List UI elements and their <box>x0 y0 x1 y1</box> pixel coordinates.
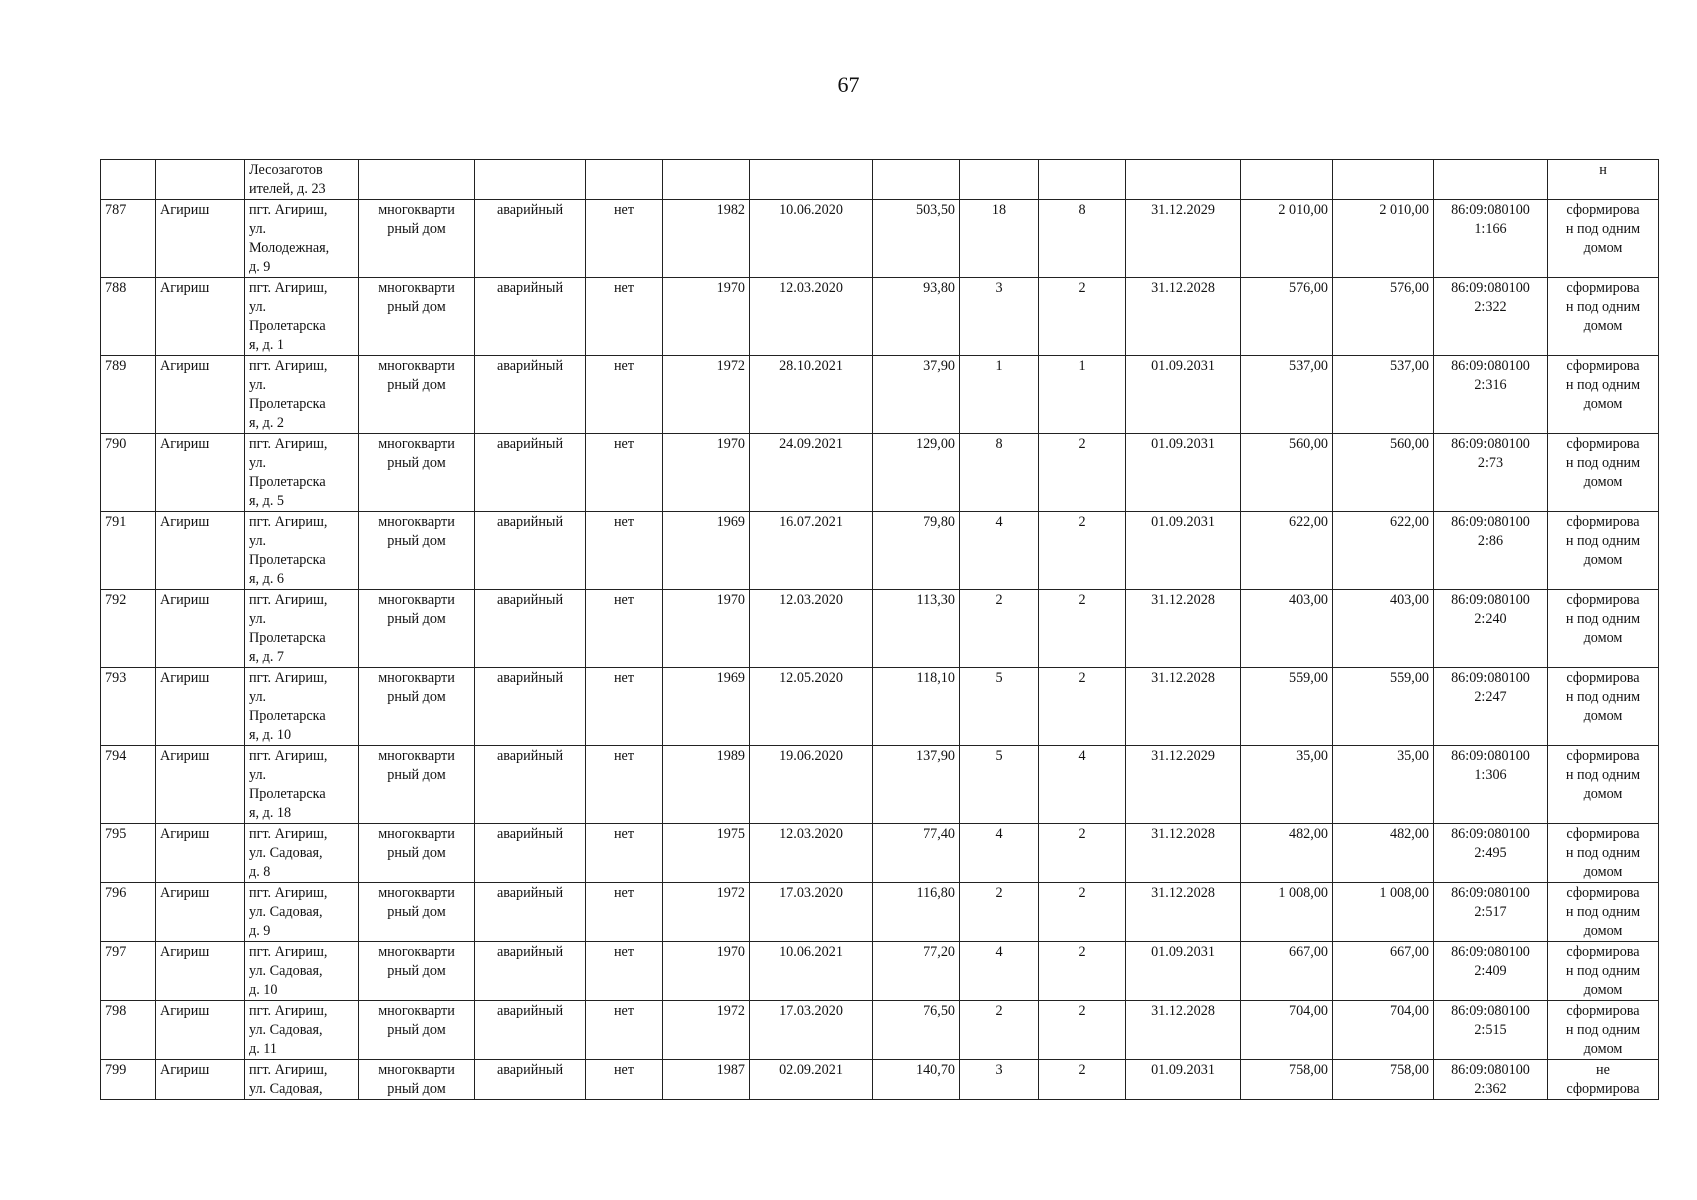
cell-people: 2 <box>1039 883 1126 942</box>
cell-people: 2 <box>1039 942 1126 1001</box>
cell-area: 140,70 <box>873 1060 960 1100</box>
cell-area: 113,30 <box>873 590 960 668</box>
cell-address: пгт. Агириш, ул. Пролетарска я, д. 7 <box>245 590 359 668</box>
cell-cadastral: 86:09:080100 2:73 <box>1434 434 1548 512</box>
cell-area: 129,00 <box>873 434 960 512</box>
cell-num: 799 <box>101 1060 156 1100</box>
cell-city: Агириш <box>156 356 245 434</box>
cell-num: 788 <box>101 278 156 356</box>
cell-date: 02.09.2021 <box>750 1060 873 1100</box>
cell-status: сформирова н под одним домом <box>1548 824 1659 883</box>
cell-people: 4 <box>1039 746 1126 824</box>
cell-status: не сформирова <box>1548 1060 1659 1100</box>
cell-deadline: 31.12.2028 <box>1126 883 1241 942</box>
cell-num: 797 <box>101 942 156 1001</box>
cell-city: Агириш <box>156 1060 245 1100</box>
cell-status: сформирова н под одним домом <box>1548 200 1659 278</box>
cell-date: 12.03.2020 <box>750 590 873 668</box>
cell-num: 787 <box>101 200 156 278</box>
cell-cost1: 2 010,00 <box>1241 200 1333 278</box>
cell-deadline <box>1126 160 1241 200</box>
cell-cost2: 482,00 <box>1333 824 1434 883</box>
cell-rooms: 3 <box>960 278 1039 356</box>
cell-city <box>156 160 245 200</box>
cell-state: аварийный <box>475 942 586 1001</box>
cell-cost2: 35,00 <box>1333 746 1434 824</box>
cell-status: сформирова н под одним домом <box>1548 278 1659 356</box>
table-row <box>101 746 1659 824</box>
cell-cadastral: 86:09:080100 2:240 <box>1434 590 1548 668</box>
cell-address: пгт. Агириш, ул. Садовая, д. 9 <box>245 883 359 942</box>
cell-rooms: 3 <box>960 1060 1039 1100</box>
cell-people: 2 <box>1039 824 1126 883</box>
cell-num: 789 <box>101 356 156 434</box>
cell-flag: нет <box>586 590 663 668</box>
cell-cost2: 758,00 <box>1333 1060 1434 1100</box>
cell-date: 12.05.2020 <box>750 668 873 746</box>
cell-city: Агириш <box>156 590 245 668</box>
cell-type: многокварти рный дом <box>359 883 475 942</box>
cell-area: 77,40 <box>873 824 960 883</box>
cell-state: аварийный <box>475 824 586 883</box>
cell-city: Агириш <box>156 1001 245 1060</box>
table-row <box>101 590 1659 668</box>
table-row <box>101 356 1659 434</box>
cell-type: многокварти рный дом <box>359 434 475 512</box>
cell-cadastral <box>1434 160 1548 200</box>
cell-state: аварийный <box>475 590 586 668</box>
cell-state: аварийный <box>475 356 586 434</box>
cell-type: многокварти рный дом <box>359 278 475 356</box>
cell-deadline: 31.12.2028 <box>1126 668 1241 746</box>
cell-flag: нет <box>586 746 663 824</box>
cell-num: 794 <box>101 746 156 824</box>
cell-cadastral: 86:09:080100 2:495 <box>1434 824 1548 883</box>
cell-date <box>750 160 873 200</box>
cell-type: многокварти рный дом <box>359 1001 475 1060</box>
cell-type: многокварти рный дом <box>359 512 475 590</box>
cell-year: 1987 <box>663 1060 750 1100</box>
cell-status: сформирова н под одним домом <box>1548 942 1659 1001</box>
cell-num: 792 <box>101 590 156 668</box>
cell-date: 28.10.2021 <box>750 356 873 434</box>
cell-deadline: 31.12.2028 <box>1126 824 1241 883</box>
cell-cost2: 403,00 <box>1333 590 1434 668</box>
table-row <box>101 668 1659 746</box>
cell-year: 1970 <box>663 278 750 356</box>
cell-type: многокварти рный дом <box>359 746 475 824</box>
cell-year: 1972 <box>663 356 750 434</box>
cell-deadline: 01.09.2031 <box>1126 512 1241 590</box>
cell-status: сформирова н под одним домом <box>1548 356 1659 434</box>
cell-num: 791 <box>101 512 156 590</box>
cell-address: пгт. Агириш, ул. Пролетарска я, д. 2 <box>245 356 359 434</box>
cell-people: 2 <box>1039 590 1126 668</box>
cell-cost2 <box>1333 160 1434 200</box>
cell-flag: нет <box>586 1001 663 1060</box>
cell-type <box>359 160 475 200</box>
cell-deadline: 31.12.2029 <box>1126 746 1241 824</box>
cell-year: 1989 <box>663 746 750 824</box>
cell-cost2: 560,00 <box>1333 434 1434 512</box>
table-row <box>101 200 1659 278</box>
cell-cadastral: 86:09:080100 2:316 <box>1434 356 1548 434</box>
cell-deadline: 01.09.2031 <box>1126 1060 1241 1100</box>
table-row <box>101 512 1659 590</box>
cell-address: пгт. Агириш, ул. Пролетарска я, д. 5 <box>245 434 359 512</box>
cell-address: пгт. Агириш, ул. Садовая, д. 8 <box>245 824 359 883</box>
cell-flag <box>586 160 663 200</box>
cell-state: аварийный <box>475 668 586 746</box>
cell-cost2: 622,00 <box>1333 512 1434 590</box>
cell-date: 17.03.2020 <box>750 883 873 942</box>
cell-area: 503,50 <box>873 200 960 278</box>
cell-address: пгт. Агириш, ул. Пролетарска я, д. 18 <box>245 746 359 824</box>
cell-date: 16.07.2021 <box>750 512 873 590</box>
cell-people: 8 <box>1039 200 1126 278</box>
cell-area: 116,80 <box>873 883 960 942</box>
table-row-continuation <box>101 160 1659 200</box>
cell-deadline: 01.09.2031 <box>1126 434 1241 512</box>
cell-rooms: 8 <box>960 434 1039 512</box>
cell-area: 79,80 <box>873 512 960 590</box>
cell-date: 10.06.2020 <box>750 200 873 278</box>
cell-year: 1972 <box>663 883 750 942</box>
cell-address: пгт. Агириш, ул. Садовая, д. 10 <box>245 942 359 1001</box>
cell-deadline: 31.12.2028 <box>1126 590 1241 668</box>
cell-type: многокварти рный дом <box>359 356 475 434</box>
cell-date: 17.03.2020 <box>750 1001 873 1060</box>
cell-flag: нет <box>586 356 663 434</box>
cell-num: 798 <box>101 1001 156 1060</box>
cell-date: 12.03.2020 <box>750 824 873 883</box>
cell-flag: нет <box>586 942 663 1001</box>
cell-flag: нет <box>586 668 663 746</box>
cell-cost2: 559,00 <box>1333 668 1434 746</box>
table-body <box>101 160 1659 1100</box>
cell-type: многокварти рный дом <box>359 590 475 668</box>
cell-flag: нет <box>586 434 663 512</box>
cell-deadline: 01.09.2031 <box>1126 356 1241 434</box>
cell-cadastral: 86:09:080100 1:306 <box>1434 746 1548 824</box>
cell-rooms: 4 <box>960 512 1039 590</box>
cell-date: 10.06.2021 <box>750 942 873 1001</box>
cell-status: сформирова н под одним домом <box>1548 1001 1659 1060</box>
cell-cost1: 1 008,00 <box>1241 883 1333 942</box>
cell-people: 2 <box>1039 512 1126 590</box>
cell-rooms: 2 <box>960 590 1039 668</box>
cell-cost2: 704,00 <box>1333 1001 1434 1060</box>
cell-people: 1 <box>1039 356 1126 434</box>
cell-state: аварийный <box>475 746 586 824</box>
cell-cadastral: 86:09:080100 2:409 <box>1434 942 1548 1001</box>
cell-state: аварийный <box>475 1060 586 1100</box>
cell-cadastral: 86:09:080100 1:166 <box>1434 200 1548 278</box>
cell-rooms: 5 <box>960 746 1039 824</box>
cell-year: 1969 <box>663 668 750 746</box>
cell-cadastral: 86:09:080100 2:247 <box>1434 668 1548 746</box>
table-row <box>101 278 1659 356</box>
cell-num: 790 <box>101 434 156 512</box>
cell-rooms: 4 <box>960 942 1039 1001</box>
cell-num <box>101 160 156 200</box>
cell-rooms: 5 <box>960 668 1039 746</box>
cell-city: Агириш <box>156 200 245 278</box>
page-number: 67 <box>837 72 860 97</box>
cell-address: пгт. Агириш, ул. Пролетарска я, д. 6 <box>245 512 359 590</box>
cell-people: 2 <box>1039 1001 1126 1060</box>
cell-cost1: 482,00 <box>1241 824 1333 883</box>
cell-num: 796 <box>101 883 156 942</box>
cell-cadastral: 86:09:080100 2:322 <box>1434 278 1548 356</box>
cell-cost1: 559,00 <box>1241 668 1333 746</box>
cell-address: Лесозаготов ителей, д. 23 <box>245 160 359 200</box>
cell-city: Агириш <box>156 512 245 590</box>
cell-type: многокварти рный дом <box>359 200 475 278</box>
cell-flag: нет <box>586 883 663 942</box>
cell-rooms: 2 <box>960 1001 1039 1060</box>
cell-area: 118,10 <box>873 668 960 746</box>
cell-city: Агириш <box>156 434 245 512</box>
cell-year: 1982 <box>663 200 750 278</box>
cell-people: 2 <box>1039 1060 1126 1100</box>
table-row <box>101 824 1659 883</box>
table-row <box>101 883 1659 942</box>
cell-status: сформирова н под одним домом <box>1548 590 1659 668</box>
cell-area: 37,90 <box>873 356 960 434</box>
cell-area: 77,20 <box>873 942 960 1001</box>
cell-city: Агириш <box>156 942 245 1001</box>
cell-cost2: 1 008,00 <box>1333 883 1434 942</box>
cell-year: 1970 <box>663 590 750 668</box>
cell-status: сформирова н под одним домом <box>1548 883 1659 942</box>
cell-people: 2 <box>1039 668 1126 746</box>
cell-num: 795 <box>101 824 156 883</box>
cell-cadastral: 86:09:080100 2:517 <box>1434 883 1548 942</box>
cell-area: 93,80 <box>873 278 960 356</box>
cell-rooms: 18 <box>960 200 1039 278</box>
cell-date: 24.09.2021 <box>750 434 873 512</box>
cell-rooms <box>960 160 1039 200</box>
cell-deadline: 31.12.2028 <box>1126 1001 1241 1060</box>
cell-city: Агириш <box>156 668 245 746</box>
cell-state <box>475 160 586 200</box>
cell-rooms: 1 <box>960 356 1039 434</box>
cell-state: аварийный <box>475 1001 586 1060</box>
cell-status: сформирова н под одним домом <box>1548 512 1659 590</box>
cell-rooms: 2 <box>960 883 1039 942</box>
cell-status: сформирова н под одним домом <box>1548 668 1659 746</box>
cell-status: сформирова н под одним домом <box>1548 746 1659 824</box>
cell-cadastral: 86:09:080100 2:362 <box>1434 1060 1548 1100</box>
cell-city: Агириш <box>156 883 245 942</box>
cell-type: многокварти рный дом <box>359 824 475 883</box>
table-row <box>101 434 1659 512</box>
cell-rooms: 4 <box>960 824 1039 883</box>
cell-cost1: 537,00 <box>1241 356 1333 434</box>
cell-flag: нет <box>586 278 663 356</box>
cell-year: 1975 <box>663 824 750 883</box>
cell-status: сформирова н под одним домом <box>1548 434 1659 512</box>
cell-cost1: 576,00 <box>1241 278 1333 356</box>
cell-flag: нет <box>586 824 663 883</box>
cell-cost1: 667,00 <box>1241 942 1333 1001</box>
cell-year: 1969 <box>663 512 750 590</box>
cell-cost2: 576,00 <box>1333 278 1434 356</box>
cell-cost1: 758,00 <box>1241 1060 1333 1100</box>
cell-people: 2 <box>1039 278 1126 356</box>
cell-type: многокварти рный дом <box>359 1060 475 1100</box>
cell-address: пгт. Агириш, ул. Садовая, <box>245 1060 359 1100</box>
cell-flag: нет <box>586 1060 663 1100</box>
cell-state: аварийный <box>475 200 586 278</box>
cell-num: 793 <box>101 668 156 746</box>
cell-cost1: 35,00 <box>1241 746 1333 824</box>
cell-area <box>873 160 960 200</box>
cell-address: пгт. Агириш, ул. Пролетарска я, д. 1 <box>245 278 359 356</box>
cell-deadline: 31.12.2028 <box>1126 278 1241 356</box>
cell-year <box>663 160 750 200</box>
cell-cost2: 667,00 <box>1333 942 1434 1001</box>
housing-registry-table <box>100 159 1659 1100</box>
cell-address: пгт. Агириш, ул. Садовая, д. 11 <box>245 1001 359 1060</box>
cell-cadastral: 86:09:080100 2:515 <box>1434 1001 1548 1060</box>
cell-state: аварийный <box>475 512 586 590</box>
cell-cost2: 537,00 <box>1333 356 1434 434</box>
cell-city: Агириш <box>156 746 245 824</box>
cell-state: аварийный <box>475 278 586 356</box>
cell-cost1 <box>1241 160 1333 200</box>
cell-cost1: 403,00 <box>1241 590 1333 668</box>
table-row <box>101 1060 1659 1100</box>
cell-cost1: 704,00 <box>1241 1001 1333 1060</box>
cell-state: аварийный <box>475 883 586 942</box>
cell-area: 76,50 <box>873 1001 960 1060</box>
cell-date: 19.06.2020 <box>750 746 873 824</box>
cell-flag: нет <box>586 200 663 278</box>
cell-type: многокварти рный дом <box>359 942 475 1001</box>
cell-year: 1970 <box>663 434 750 512</box>
cell-address: пгт. Агириш, ул. Молодежная, д. 9 <box>245 200 359 278</box>
cell-people <box>1039 160 1126 200</box>
table-row <box>101 1001 1659 1060</box>
cell-cadastral: 86:09:080100 2:86 <box>1434 512 1548 590</box>
cell-flag: нет <box>586 512 663 590</box>
cell-state: аварийный <box>475 434 586 512</box>
cell-type: многокварти рный дом <box>359 668 475 746</box>
cell-year: 1970 <box>663 942 750 1001</box>
cell-city: Агириш <box>156 824 245 883</box>
cell-deadline: 31.12.2029 <box>1126 200 1241 278</box>
cell-year: 1972 <box>663 1001 750 1060</box>
cell-cost2: 2 010,00 <box>1333 200 1434 278</box>
cell-people: 2 <box>1039 434 1126 512</box>
cell-cost1: 560,00 <box>1241 434 1333 512</box>
cell-area: 137,90 <box>873 746 960 824</box>
cell-address: пгт. Агириш, ул. Пролетарска я, д. 10 <box>245 668 359 746</box>
table-row <box>101 942 1659 1001</box>
cell-city: Агириш <box>156 278 245 356</box>
cell-cost1: 622,00 <box>1241 512 1333 590</box>
cell-status: н <box>1548 160 1659 200</box>
cell-date: 12.03.2020 <box>750 278 873 356</box>
cell-deadline: 01.09.2031 <box>1126 942 1241 1001</box>
